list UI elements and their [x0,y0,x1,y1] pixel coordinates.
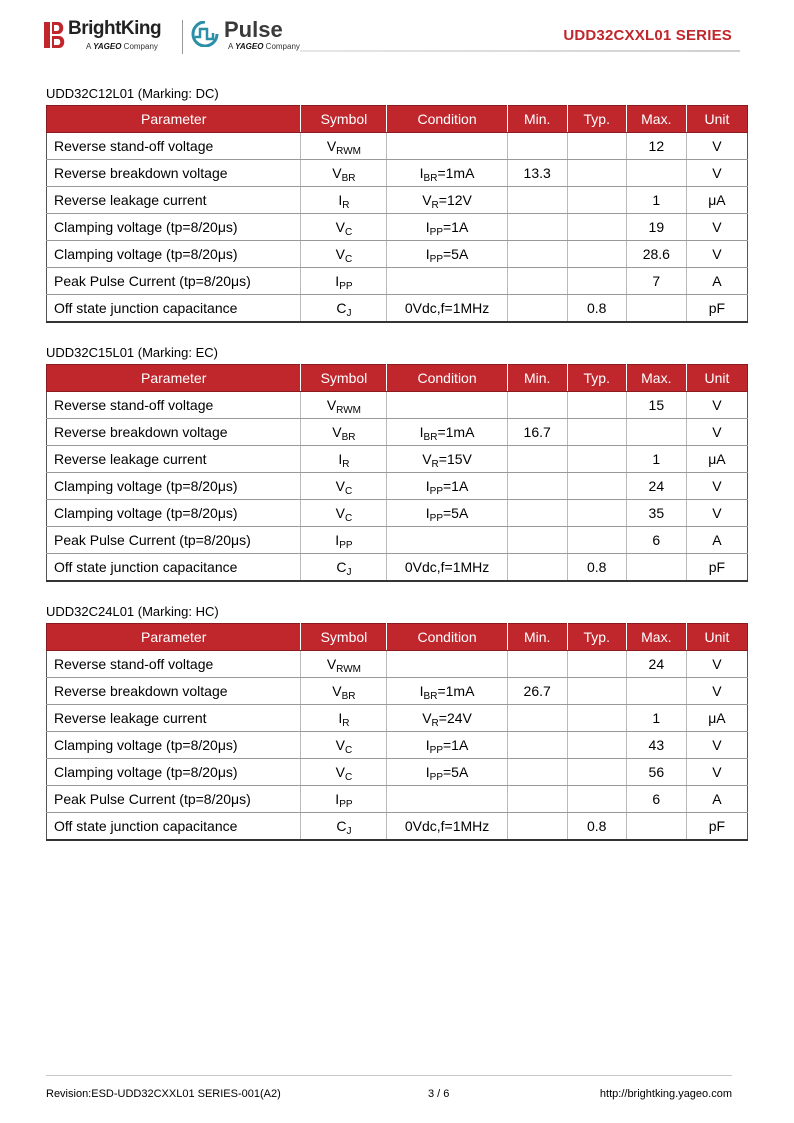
typ-cell [567,241,626,268]
symbol-letter: V [335,478,345,494]
condition-subscript: PP [429,254,443,265]
symbol-cell [301,813,387,841]
unit-cell: V [686,759,747,786]
symbol-subscript: C [344,254,353,265]
unit-cell: pF [686,295,747,323]
min-cell [507,295,567,323]
unit-cell: μA [686,187,747,214]
condition-letter: I [425,505,430,521]
column-header: Typ. [567,365,626,392]
unit-cell: V [686,160,747,187]
condition-subscript: BR [423,432,438,443]
min-cell [507,473,567,500]
typ-cell [567,268,626,295]
condition-subscript: PP [429,227,443,238]
unit-cell: μA [686,446,747,473]
symbol-letter: V [332,683,342,699]
min-cell [507,500,567,527]
footer-rule [46,1075,732,1076]
column-header: Typ. [567,624,626,651]
condition-letter: 0Vdc,f=1MHz [404,559,490,575]
typ-cell [567,759,626,786]
condition-cell [387,295,507,323]
table-header-row [47,365,748,392]
unit-cell: V [686,732,747,759]
spec-section [46,345,748,582]
table-row [47,500,748,527]
condition-subscript: PP [429,745,443,756]
condition-cell [387,241,507,268]
symbol-cell [301,268,387,295]
condition-letter: I [425,219,430,235]
symbol-cell [301,732,387,759]
condition-letter: V [422,451,432,467]
symbol-subscript: R [342,200,350,211]
min-cell [507,732,567,759]
condition-cell [387,678,507,705]
spec-table [46,105,748,323]
column-header: Min. [507,624,567,651]
min-cell [507,786,567,813]
symbol-letter: C [336,818,347,834]
symbol-subscript: J [346,567,352,578]
table-header-row [47,106,748,133]
symbol-cell [301,473,387,500]
condition-subscript: R [431,459,439,470]
brightking-tagline: A YAGEO Company [86,42,158,51]
parameter-cell: Reverse stand-off voltage [47,651,301,678]
min-cell [507,759,567,786]
parameter-cell: Clamping voltage (tp=8/20μs) [47,759,301,786]
symbol-cell [301,419,387,446]
unit-cell: pF [686,554,747,582]
condition-cell [387,446,507,473]
condition-subscript: PP [429,513,443,524]
max-cell: 28.6 [626,241,686,268]
min-cell [507,214,567,241]
symbol-subscript: C [344,745,353,756]
unit-cell: μA [686,705,747,732]
header-logos [44,18,304,58]
min-cell [507,133,567,160]
condition-value: =1mA [437,683,475,699]
unit-cell: V [686,500,747,527]
table-header-row [47,624,748,651]
unit-cell: V [686,241,747,268]
max-cell [626,160,686,187]
parameter-cell: Reverse stand-off voltage [47,133,301,160]
parameter-cell: Peak Pulse Current (tp=8/20μs) [47,786,301,813]
condition-letter: I [425,246,430,262]
typ-cell: 0.8 [567,554,626,582]
max-cell: 7 [626,268,686,295]
symbol-cell [301,295,387,323]
condition-value: =1mA [437,424,475,440]
table-row [47,241,748,268]
typ-cell: 0.8 [567,295,626,323]
min-cell [507,651,567,678]
symbol-letter: I [338,710,343,726]
unit-cell: V [686,392,747,419]
symbol-letter: V [326,397,337,413]
parameter-cell: Reverse leakage current [47,187,301,214]
column-header: Symbol [301,365,387,392]
condition-cell [387,392,507,419]
symbol-subscript: C [344,513,353,524]
table-row [47,392,748,419]
max-cell [626,295,686,323]
max-cell [626,678,686,705]
table-row [47,419,748,446]
max-cell [626,419,686,446]
unit-cell: A [686,268,747,295]
spec-table [46,623,748,841]
typ-cell [567,392,626,419]
condition-value: =5A [443,505,469,521]
typ-cell [567,419,626,446]
table-row [47,446,748,473]
parameter-cell: Clamping voltage (tp=8/20μs) [47,473,301,500]
symbol-subscript: J [346,826,352,837]
typ-cell [567,500,626,527]
max-cell: 1 [626,187,686,214]
symbol-cell [301,527,387,554]
unit-cell: V [686,133,747,160]
typ-cell [567,527,626,554]
condition-subscript: BR [423,691,438,702]
max-cell: 24 [626,651,686,678]
section-title: UDD32C24L01 (Marking: HC) [46,604,219,619]
logo-divider [182,20,183,54]
symbol-subscript: BR [341,691,356,702]
condition-subscript: PP [429,772,443,783]
min-cell [507,554,567,582]
condition-subscript: BR [423,173,438,184]
symbol-subscript: PP [339,540,353,551]
symbol-subscript: RWM [336,146,361,157]
condition-letter: I [425,764,430,780]
condition-cell [387,214,507,241]
typ-cell [567,133,626,160]
symbol-letter: I [335,791,340,807]
min-cell [507,446,567,473]
column-header: Min. [507,106,567,133]
symbol-cell [301,160,387,187]
symbol-letter: V [335,246,345,262]
min-cell: 13.3 [507,160,567,187]
symbol-cell [301,214,387,241]
condition-subscript: PP [429,486,443,497]
section-title: UDD32C12L01 (Marking: DC) [46,86,219,101]
table-row [47,786,748,813]
condition-cell [387,419,507,446]
parameter-cell: Off state junction capacitance [47,813,301,841]
symbol-subscript: PP [339,799,353,810]
condition-letter: I [419,424,424,440]
spec-table [46,364,748,582]
footer-page-number: 3 / 6 [428,1088,450,1100]
pulse-wordmark: Pulse [224,17,283,42]
symbol-letter: V [335,219,345,235]
column-header: Unit [686,106,747,133]
parameter-cell: Off state junction capacitance [47,554,301,582]
symbol-letter: C [336,300,347,316]
table-row [47,160,748,187]
table-row [47,678,748,705]
brightking-wordmark: BrightKing [68,18,162,39]
condition-cell [387,759,507,786]
condition-subscript: R [431,718,439,729]
table-row [47,133,748,160]
parameter-cell: Reverse stand-off voltage [47,392,301,419]
typ-cell [567,214,626,241]
column-header: Symbol [301,624,387,651]
column-header: Max. [626,624,686,651]
unit-cell: pF [686,813,747,841]
parameter-cell: Reverse leakage current [47,446,301,473]
symbol-cell [301,187,387,214]
table-row [47,268,748,295]
condition-subscript: R [431,200,439,211]
symbol-letter: C [336,559,347,575]
symbol-cell [301,241,387,268]
condition-cell [387,160,507,187]
column-header: Max. [626,365,686,392]
symbol-letter: V [332,165,342,181]
max-cell: 24 [626,473,686,500]
typ-cell [567,651,626,678]
min-cell [507,813,567,841]
column-header: Typ. [567,106,626,133]
typ-cell: 0.8 [567,813,626,841]
symbol-cell [301,554,387,582]
symbol-subscript: RWM [336,405,361,416]
max-cell: 1 [626,446,686,473]
symbol-subscript: R [342,459,350,470]
unit-cell: V [686,678,747,705]
spec-section [46,86,748,323]
condition-letter: I [419,683,424,699]
min-cell [507,241,567,268]
condition-value: =5A [443,246,469,262]
parameter-cell: Clamping voltage (tp=8/20μs) [47,241,301,268]
symbol-letter: I [335,273,340,289]
symbol-subscript: PP [339,281,353,292]
parameter-cell: Reverse breakdown voltage [47,678,301,705]
unit-cell: V [686,214,747,241]
condition-cell [387,527,507,554]
max-cell: 1 [626,705,686,732]
symbol-subscript: J [346,308,352,319]
condition-value: =1A [443,478,469,494]
pulse-tagline: A YAGEO Company [228,42,300,51]
footer-revision: Revision:ESD-UDD32CXXL01 SERIES-001(A2) [46,1088,281,1100]
table-row [47,473,748,500]
table-row [47,732,748,759]
condition-letter: I [425,737,430,753]
symbol-cell [301,392,387,419]
symbol-cell [301,500,387,527]
min-cell [507,187,567,214]
condition-cell [387,732,507,759]
symbol-letter: I [338,192,343,208]
max-cell: 6 [626,527,686,554]
table-row [47,214,748,241]
symbol-letter: I [338,451,343,467]
symbol-subscript: R [342,718,350,729]
typ-cell [567,678,626,705]
symbol-cell [301,786,387,813]
symbol-letter: V [326,138,337,154]
column-header: Parameter [47,365,301,392]
max-cell: 12 [626,133,686,160]
parameter-cell: Peak Pulse Current (tp=8/20μs) [47,268,301,295]
symbol-cell [301,705,387,732]
symbol-letter: I [335,532,340,548]
symbol-letter: V [326,656,337,672]
min-cell [507,527,567,554]
max-cell [626,813,686,841]
symbol-letter: V [335,764,345,780]
column-header: Parameter [47,624,301,651]
condition-cell [387,268,507,295]
condition-letter: V [422,192,432,208]
symbol-cell [301,759,387,786]
column-header: Unit [686,624,747,651]
symbol-subscript: C [344,486,353,497]
condition-cell [387,554,507,582]
condition-value: =24V [438,710,472,726]
condition-cell [387,187,507,214]
condition-cell [387,651,507,678]
table-row [47,705,748,732]
header-rule [300,50,740,52]
column-header: Parameter [47,106,301,133]
unit-cell: A [686,786,747,813]
brightking-logo [44,18,184,54]
condition-value: =5A [443,764,469,780]
parameter-cell: Clamping voltage (tp=8/20μs) [47,732,301,759]
typ-cell [567,786,626,813]
min-cell [507,268,567,295]
typ-cell [567,732,626,759]
symbol-cell [301,651,387,678]
typ-cell [567,160,626,187]
typ-cell [567,473,626,500]
condition-letter: 0Vdc,f=1MHz [404,300,490,316]
pulse-mark-icon [190,21,220,47]
footer-url[interactable]: http://brightking.yageo.com [599,1088,732,1100]
symbol-subscript: BR [341,173,356,184]
unit-cell: A [686,527,747,554]
symbol-letter: V [332,424,342,440]
column-header: Condition [387,365,507,392]
parameter-cell: Clamping voltage (tp=8/20μs) [47,214,301,241]
condition-letter: 0Vdc,f=1MHz [404,818,490,834]
table-row [47,813,748,841]
symbol-subscript: BR [341,432,356,443]
parameter-cell: Off state junction capacitance [47,295,301,323]
max-cell [626,554,686,582]
parameter-cell: Reverse breakdown voltage [47,419,301,446]
column-header: Condition [387,106,507,133]
min-cell [507,392,567,419]
parameter-cell: Reverse breakdown voltage [47,160,301,187]
condition-value: =12V [438,192,472,208]
unit-cell: V [686,651,747,678]
table-row [47,295,748,323]
condition-value: =1A [443,737,469,753]
symbol-cell [301,678,387,705]
column-header: Condition [387,624,507,651]
column-header: Min. [507,365,567,392]
typ-cell [567,446,626,473]
unit-cell: V [686,473,747,500]
min-cell: 26.7 [507,678,567,705]
parameter-cell: Reverse leakage current [47,705,301,732]
condition-value: =15V [438,451,472,467]
table-row [47,651,748,678]
condition-cell [387,705,507,732]
spec-section [46,604,748,841]
typ-cell [567,187,626,214]
condition-cell [387,813,507,841]
max-cell: 56 [626,759,686,786]
section-title: UDD32C15L01 (Marking: EC) [46,345,218,360]
symbol-subscript: C [344,772,353,783]
table-row [47,527,748,554]
column-header: Unit [686,365,747,392]
condition-cell [387,133,507,160]
condition-cell [387,473,507,500]
typ-cell [567,705,626,732]
parameter-cell: Clamping voltage (tp=8/20μs) [47,500,301,527]
table-row [47,554,748,582]
symbol-letter: V [335,737,345,753]
max-cell: 15 [626,392,686,419]
series-title: UDD32CXXL01 SERIES [563,27,732,44]
condition-letter: V [422,710,432,726]
max-cell: 19 [626,214,686,241]
max-cell: 43 [626,732,686,759]
brightking-mark-icon [44,22,66,48]
symbol-cell [301,133,387,160]
table-row [47,187,748,214]
table-row [47,759,748,786]
parameter-cell: Peak Pulse Current (tp=8/20μs) [47,527,301,554]
symbol-cell [301,446,387,473]
condition-value: =1A [443,219,469,235]
unit-cell: V [686,419,747,446]
column-header: Max. [626,106,686,133]
column-header: Symbol [301,106,387,133]
condition-letter: I [419,165,424,181]
min-cell [507,705,567,732]
condition-letter: I [425,478,430,494]
symbol-subscript: RWM [336,664,361,675]
condition-value: =1mA [437,165,475,181]
symbol-subscript: C [344,227,353,238]
condition-cell [387,500,507,527]
max-cell: 6 [626,786,686,813]
max-cell: 35 [626,500,686,527]
symbol-letter: V [335,505,345,521]
condition-cell [387,786,507,813]
pulse-logo [190,18,310,54]
min-cell: 16.7 [507,419,567,446]
